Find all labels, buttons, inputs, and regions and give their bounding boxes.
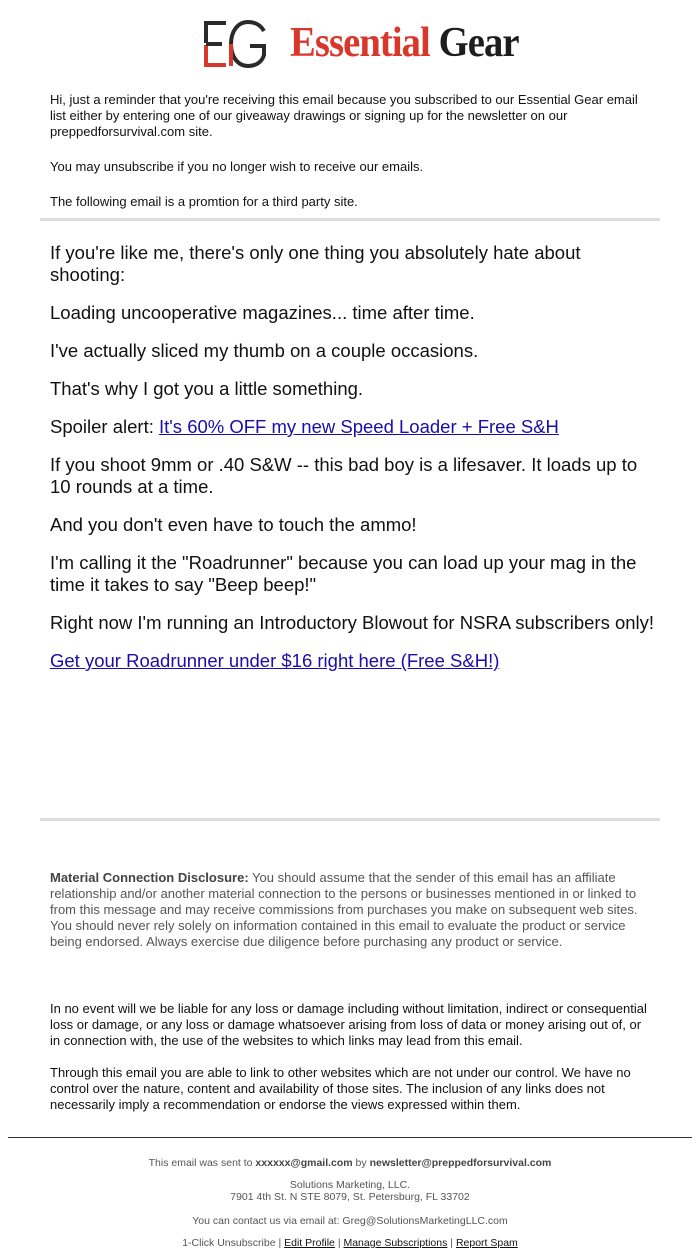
liability-disclaimer: In no event will we be liable for any loss or damage including without limitation, indirect or consequential loss or damage, or any loss or damage whatsoever arising from loss of data or money arising out of, or in connection with, the use of the websites to which links may lead from this email. xyxy=(50,1001,647,1048)
promo-body xyxy=(50,242,660,688)
third-party-notice-text: The following email is a promtion for a third party site. xyxy=(50,194,358,209)
promo-paragraph: I've actually sliced my thumb on a couple occasions. xyxy=(50,340,479,361)
brand-word-gear: Gear xyxy=(438,20,519,66)
spoiler-paragraph xyxy=(50,416,660,438)
promo-paragraph: If you shoot 9mm or .40 S&W -- this bad boy is a lifesaver. It loads up to 10 rounds at a time. xyxy=(50,454,638,497)
spoiler-prefix: Spoiler alert: xyxy=(50,416,159,437)
separator: | xyxy=(447,1237,456,1249)
promo-paragraph: Right now I'm running an Introductory Blowout for NSRA subscribers only! xyxy=(50,612,655,633)
promo-paragraph: And you don't even have to touch the ammo! xyxy=(50,514,417,535)
divider-top xyxy=(40,218,660,221)
promo-paragraph: Loading uncooperative magazines... time after time. xyxy=(50,302,475,323)
subscription-links xyxy=(0,1237,700,1249)
unsubscribe-note-text: You may unsubscribe if you no longer wish to receive our emails. xyxy=(50,159,424,174)
company-address: 7901 4th St. N STE 8079, St. Petersburg, FL 33702 xyxy=(230,1191,470,1203)
contact-line: You can contact us via email at: Greg@SolutionsMarketingLLC.com xyxy=(192,1215,508,1227)
sent-prefix: This email was sent to xyxy=(148,1157,256,1169)
speed-loader-offer-link[interactable]: It's 60% OFF my new Speed Loader + Free S&H xyxy=(159,416,559,437)
sent-by: by xyxy=(352,1157,370,1169)
eg-monogram-icon xyxy=(202,19,270,69)
sender-email: newsletter@preppedforsurvival.com xyxy=(369,1157,552,1169)
roadrunner-cta-link[interactable]: Get your Roadrunner under $16 right here (Free S&H!) xyxy=(50,650,500,671)
sent-to-line xyxy=(0,1157,700,1169)
promo-paragraph: That's why I got you a little something. xyxy=(50,378,364,399)
one-click-unsubscribe[interactable]: 1-Click Unsubscribe xyxy=(182,1237,276,1249)
disclosure-body: You should assume that the sender of this email has an affiliate relationship and/or another material connection to the persons or businesses mentioned in or linked to from this message and may receive commissions from purchases you make on subsequent web sites. You should never rely solely on information contained in this email to evaluate the product or service being endorsed. Always exercise due diligence before purchasing any product or service. xyxy=(50,870,638,949)
essential-gear-logo[interactable] xyxy=(202,17,519,69)
separator: | xyxy=(275,1237,285,1249)
report-spam-link[interactable]: Report Spam xyxy=(455,1237,518,1249)
subscription-notice xyxy=(50,92,655,210)
promo-paragraph: If you're like me, there's only one thing you absolutely hate about shooting: xyxy=(50,242,581,285)
footer-divider xyxy=(8,1137,692,1138)
company-name: Solutions Marketing, LLC. xyxy=(289,1179,411,1191)
brand-word-essential: Essential xyxy=(290,20,430,66)
recipient-email: xxxxxx@gmail.com xyxy=(255,1157,353,1169)
legal-notice xyxy=(50,1001,650,1129)
brand-wordmark xyxy=(290,17,519,69)
external-links-disclaimer: Through this email you are able to link to other websites which are not under our control. We have no control over the nature, content and availability of those sites. The inclusion of any links does not necessarily imply a recommendation or endorse the views expressed within them. xyxy=(50,1065,631,1112)
manage-subscriptions-link[interactable]: Manage Subscriptions xyxy=(343,1237,448,1249)
disclosure-title: Material Connection Disclosure: xyxy=(50,870,249,885)
material-connection-disclosure xyxy=(50,870,650,950)
edit-profile-link[interactable]: Edit Profile xyxy=(284,1237,335,1249)
separator: | xyxy=(334,1237,344,1249)
email-header xyxy=(0,0,700,86)
promo-paragraph: I'm calling it the "Roadrunner" because you can load up your mag in the time it takes to say "Beep beep!" xyxy=(50,552,637,595)
subscription-reminder-text: Hi, just a reminder that you're receiving this email because you subscribed to our Essential Gear email list either by entering one of our giveaway drawings or signing up for the newsletter on our preppedforsurvival.com site. xyxy=(50,92,638,139)
divider-bottom xyxy=(40,818,660,821)
cta-paragraph xyxy=(50,650,660,672)
